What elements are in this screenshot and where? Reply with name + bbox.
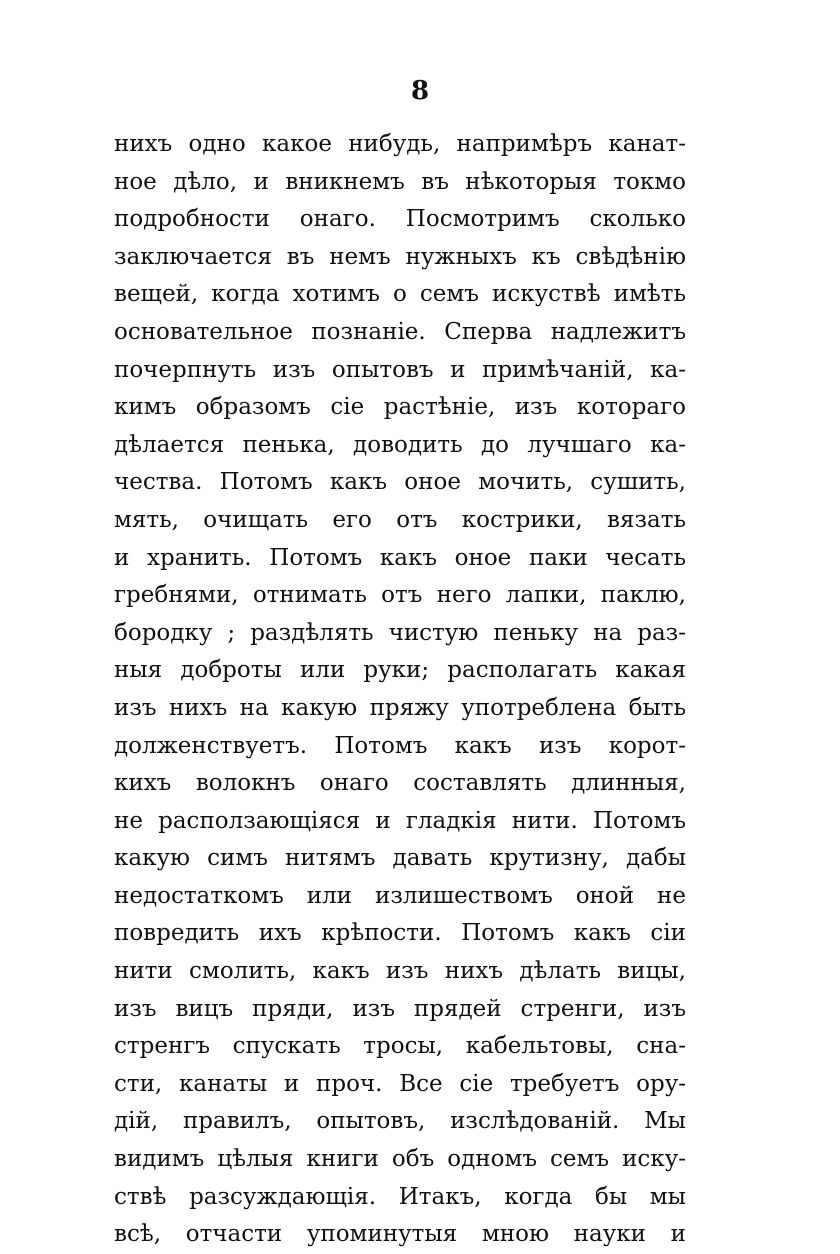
text-line: нити смолить, какъ изъ нихъ дѣлать вицы, xyxy=(114,958,686,985)
text-line: вещей, когда хотимъ о семъ искуствѣ имѣть xyxy=(114,281,686,308)
page-number: 8 xyxy=(410,76,430,106)
text-line: какую симъ нитямъ давать крутизну, дабы xyxy=(114,845,686,872)
text-line: и хранить. Потомъ какъ оное паки чесать xyxy=(114,544,686,571)
text-line: дій, правилъ, опытовъ, изслѣдованій. Мы xyxy=(114,1108,686,1135)
text-line: не расползающіяся и гладкія нити. Потомъ xyxy=(114,807,686,834)
text-line: дѣлается пенька, доводить до лучшаго ка- xyxy=(114,431,686,458)
text-line: сти, канаты и проч. Все сіе требуетъ ору- xyxy=(114,1070,686,1097)
text-line: ныя доброты или руки; располагать какая xyxy=(114,657,686,684)
text-line: кихъ волокнъ онаго составлять длинныя, xyxy=(114,770,686,797)
text-line: подробности онаго. Посмотримъ сколько xyxy=(114,206,686,233)
text-line: ствѣ разсуждающія. Итакъ, когда бы мы xyxy=(114,1183,686,1210)
text-line: заключается въ немъ нужныхъ къ свѣдѣнію xyxy=(114,243,686,270)
text-line: основательное познаніе. Сперва надлежитъ xyxy=(114,318,686,345)
text-line: долженствуетъ. Потомъ какъ изъ корот- xyxy=(114,732,686,759)
text-line: бородку ; раздѣлять чистую пеньку на раз- xyxy=(114,619,686,646)
text-line: изъ нихъ на какую пряжу употреблена быть xyxy=(114,694,686,721)
text-line: мять, очищать его отъ кострики, вязать xyxy=(114,506,686,533)
text-line: чества. Потомъ какъ оное мочить, сушить, xyxy=(114,469,686,496)
text-line: видимъ цѣлыя книги объ одномъ семъ иску- xyxy=(114,1146,686,1173)
text-line: нихъ одно какое нибудь, напримѣръ канат- xyxy=(114,131,686,157)
text-line: кимъ образомъ сіе растѣніе, изъ котораго xyxy=(114,394,686,421)
text-line: повредить ихъ крѣпости. Потомъ какъ сіи xyxy=(114,920,686,947)
text-line: всѣ, отчасти упоминутыя мною науки и xyxy=(114,1221,686,1248)
text-line: ное дѣло, и вникнемъ въ нѣкоторыя токмо xyxy=(114,168,686,195)
text-line: недостаткомъ или излишествомъ оной не xyxy=(114,882,686,909)
body-text xyxy=(114,126,686,1254)
text-line: почерпнуть изъ опытовъ и примѣчаній, ка- xyxy=(114,356,686,383)
text-line: стренгъ спускать тросы, кабельтовы, сна- xyxy=(114,1033,686,1060)
text-line: гребнями, отнимать отъ него лапки, паклю, xyxy=(114,582,686,609)
text-line: изъ вицъ пряди, изъ прядей стренги, изъ xyxy=(114,995,686,1022)
